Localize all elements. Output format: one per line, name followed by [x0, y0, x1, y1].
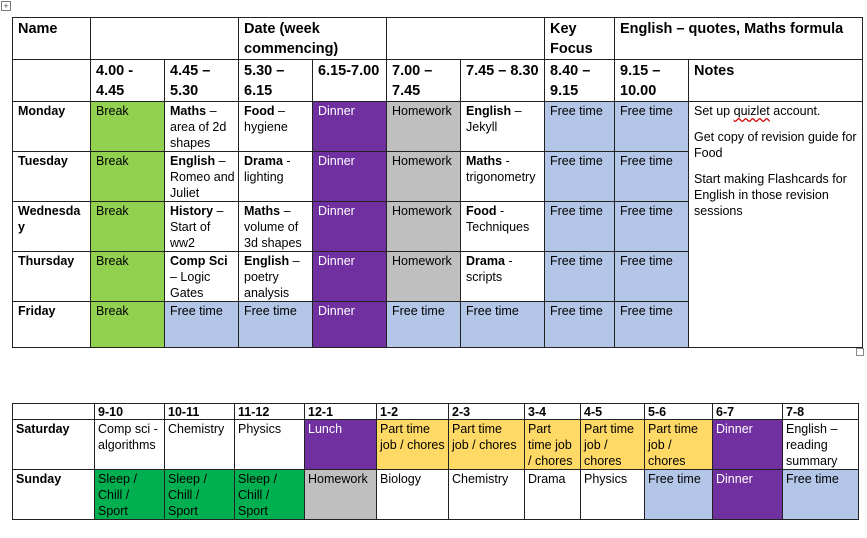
name-header: Name — [13, 18, 91, 60]
subject-cell: Chemistry — [449, 470, 525, 520]
note-line: Start making Flashcards for English in those revision sessions — [694, 172, 847, 218]
subject-name: English — [170, 154, 216, 168]
table-row — [13, 470, 859, 520]
free-time-cell: Free time — [461, 302, 545, 348]
subject-cell: Physics — [235, 420, 305, 470]
hour-header: 10-11 — [165, 404, 235, 420]
date-header: Date (week commencing) — [239, 18, 387, 60]
subject-topic: - scripts — [466, 254, 513, 284]
subject-name: Maths — [244, 204, 281, 218]
time-slot-header: 4.45 – 5.30 — [165, 60, 239, 102]
free-time-cell: Free time — [165, 302, 239, 348]
sleep-cell: Sleep / Chill / Sport — [95, 470, 165, 520]
part-time-cell: Part time job / chores — [581, 420, 645, 470]
free-time-cell: Free time — [615, 252, 689, 302]
free-time-cell: Free time — [545, 202, 615, 252]
subject-cell — [239, 152, 313, 202]
time-slot-header: 7.00 – 7.45 — [387, 60, 461, 102]
notes-cell — [689, 102, 863, 348]
hour-header: 2-3 — [449, 404, 525, 420]
free-time-cell: Free time — [545, 252, 615, 302]
free-time-cell: Free time — [387, 302, 461, 348]
note-line: Get copy of revision guide for Food — [694, 130, 857, 160]
hour-header: 11-12 — [235, 404, 305, 420]
free-time-cell: Free time — [645, 470, 713, 520]
subject-name: Comp Sci — [170, 254, 228, 268]
free-time-cell: Free time — [239, 302, 313, 348]
header-row-1 — [13, 18, 863, 60]
table-resize-handle-icon[interactable] — [856, 348, 864, 356]
subject-cell — [165, 102, 239, 152]
dinner-cell: Dinner — [313, 102, 387, 152]
subject-topic: – volume of 3d shapes — [244, 204, 302, 250]
english-quotes-header: English – quotes, Maths formula — [615, 18, 863, 60]
dinner-cell: Dinner — [313, 152, 387, 202]
time-slot-header: 6.15-7.00 — [313, 60, 387, 102]
part-time-cell: Part time job / chores — [377, 420, 449, 470]
free-time-cell: Free time — [615, 302, 689, 348]
subject-cell: Comp sci - algorithms — [95, 420, 165, 470]
break-cell: Break — [91, 202, 165, 252]
free-time-cell: Free time — [783, 470, 859, 520]
subject-topic: – Romeo and Juliet — [170, 154, 235, 200]
subject-cell: English – reading summary — [783, 420, 859, 470]
table-row — [13, 420, 859, 470]
subject-cell: Drama — [525, 470, 581, 520]
dinner-cell: Dinner — [313, 252, 387, 302]
homework-cell: Homework — [387, 152, 461, 202]
subject-cell — [239, 202, 313, 252]
subject-topic: – poetry analysis — [244, 254, 300, 300]
subject-cell: Biology — [377, 470, 449, 520]
homework-cell: Homework — [387, 102, 461, 152]
time-slot-header: 7.45 – 8.30 — [461, 60, 545, 102]
subject-cell — [461, 102, 545, 152]
sleep-cell: Sleep / Chill / Sport — [165, 470, 235, 520]
free-time-cell: Free time — [545, 152, 615, 202]
subject-name: Food — [244, 104, 275, 118]
part-time-cell: Part time job / chores — [449, 420, 525, 470]
subject-topic: – Jekyll — [466, 104, 522, 134]
subject-cell — [239, 102, 313, 152]
header-row-2 — [13, 60, 863, 102]
dinner-cell: Dinner — [313, 302, 387, 348]
day-label: Friday — [13, 302, 91, 348]
subject-name: Maths — [170, 104, 207, 118]
day-label: Sunday — [13, 470, 95, 520]
part-time-cell: Part time job / chores — [525, 420, 581, 470]
dinner-cell: Dinner — [313, 202, 387, 252]
hour-header: 6-7 — [713, 404, 783, 420]
subject-cell — [461, 152, 545, 202]
free-time-cell: Free time — [545, 102, 615, 152]
subject-topic: – area of 2d shapes — [170, 104, 227, 150]
spellcheck-word: quizlet — [733, 104, 770, 118]
subject-name: Food — [466, 204, 497, 218]
time-slot-header: 9.15 – 10.00 — [615, 60, 689, 102]
hour-header: 5-6 — [645, 404, 713, 420]
subject-topic: – Logic Gates — [170, 270, 211, 300]
day-label: Thursday — [13, 252, 91, 302]
break-cell: Break — [91, 252, 165, 302]
homework-cell: Homework — [387, 202, 461, 252]
day-label: Saturday — [13, 420, 95, 470]
blank-corner — [13, 404, 95, 420]
day-label: Monday — [13, 102, 91, 152]
hours-header-row — [13, 404, 859, 420]
break-cell: Break — [91, 102, 165, 152]
weekend-timetable — [12, 403, 859, 520]
subject-name: English — [244, 254, 290, 268]
note-line — [694, 103, 859, 119]
subject-topic: – hygiene — [244, 104, 288, 134]
dinner-cell: Dinner — [713, 470, 783, 520]
subject-topic: - Techniques — [466, 204, 530, 234]
day-label: Wednesday — [13, 202, 91, 252]
subject-cell — [165, 252, 239, 302]
free-time-cell: Free time — [615, 152, 689, 202]
hour-header: 7-8 — [783, 404, 859, 420]
notes-header: Notes — [689, 60, 863, 102]
free-time-cell: Free time — [615, 202, 689, 252]
time-slot-header: 5.30 – 6.15 — [239, 60, 313, 102]
subject-name: History — [170, 204, 214, 218]
subject-topic: - trigonometry — [466, 154, 536, 184]
homework-cell: Homework — [387, 252, 461, 302]
subject-name: Drama — [244, 154, 283, 168]
free-time-cell: Free time — [615, 102, 689, 152]
hour-header: 12-1 — [305, 404, 377, 420]
hour-header: 3-4 — [525, 404, 581, 420]
hour-header: 1-2 — [377, 404, 449, 420]
time-slot-header: 8.40 – 9.15 — [545, 60, 615, 102]
subject-cell — [239, 252, 313, 302]
table-row — [13, 102, 863, 152]
weekday-timetable — [12, 17, 863, 348]
subject-cell — [461, 202, 545, 252]
homework-cell: Homework — [305, 470, 377, 520]
break-cell: Break — [91, 302, 165, 348]
part-time-cell: Part time job / chores — [645, 420, 713, 470]
subject-cell — [165, 202, 239, 252]
subject-name: Maths — [466, 154, 503, 168]
hour-header: 9-10 — [95, 404, 165, 420]
table-move-handle-icon[interactable]: + — [1, 1, 11, 11]
blank-header-2 — [387, 18, 545, 60]
subject-cell: Chemistry — [165, 420, 235, 470]
sleep-cell: Sleep / Chill / Sport — [235, 470, 305, 520]
subject-topic: - lighting — [244, 154, 291, 184]
blank-header — [91, 18, 239, 60]
subject-name: Drama — [466, 254, 505, 268]
subject-cell — [461, 252, 545, 302]
free-time-cell: Free time — [545, 302, 615, 348]
dinner-cell: Dinner — [713, 420, 783, 470]
note-text: account. — [769, 104, 821, 118]
day-label: Tuesday — [13, 152, 91, 202]
time-slot-header: 4.00 - 4.45 — [91, 60, 165, 102]
subject-cell — [165, 152, 239, 202]
subject-cell: Physics — [581, 470, 645, 520]
hour-header: 4-5 — [581, 404, 645, 420]
subject-name: English — [466, 104, 512, 118]
note-text: Set up — [694, 104, 734, 118]
key-focus-header: Key Focus — [545, 18, 615, 60]
lunch-cell: Lunch — [305, 420, 377, 470]
break-cell: Break — [91, 152, 165, 202]
subject-topic: – Start of ww2 — [170, 204, 224, 250]
blank-corner — [13, 60, 91, 102]
